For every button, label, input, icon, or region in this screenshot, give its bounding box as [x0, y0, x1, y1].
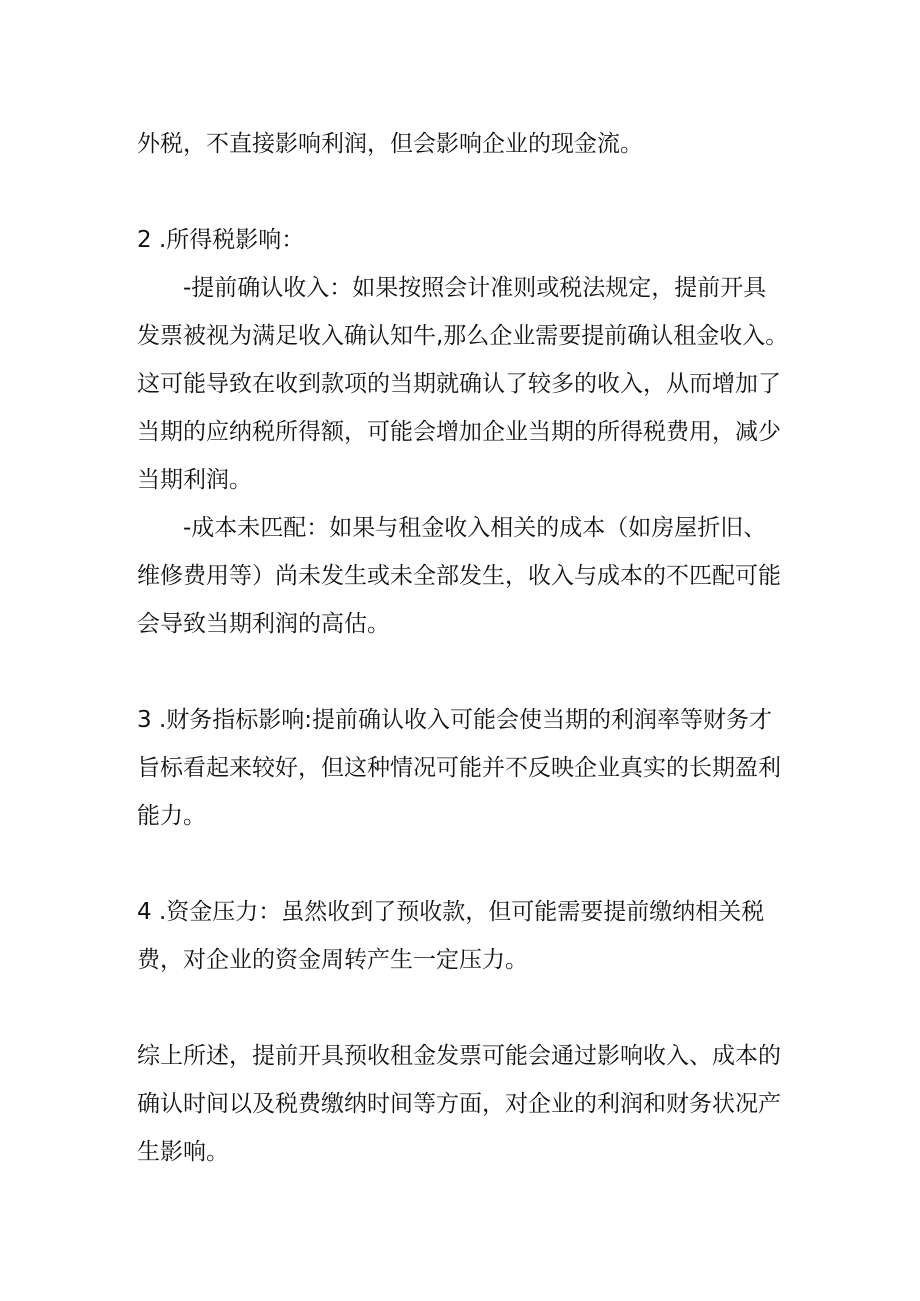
paragraph-line: 当期利润。 — [137, 467, 252, 493]
paragraph-line: 旨标看起来较好，但这种情况可能并不反映企业真实的长期盈利 — [137, 755, 781, 781]
paragraph-line: -成本未匹配：如果与租金收入相关的成本（如房屋折旧、 — [183, 515, 767, 541]
summary-line: 综上所述，提前开具预收租金发票可能会通过影响收入、成本的 — [137, 1043, 781, 1069]
paragraph-line: 发票被视为满足收入确认知牛,那么企业需要提前确认租金收入。 — [137, 323, 789, 349]
summary-line: 确认时间以及税费缴纳时间等方面，对企业的利润和财务状况产 — [137, 1091, 781, 1117]
paragraph-line: 能力。 — [137, 803, 206, 829]
section-heading-financial-metrics: 3 .财务指标影响:提前确认收入可能会使当期的利润率等财务才 — [137, 707, 773, 733]
paragraph-line: 费，对企业的资金周转产生一定压力。 — [137, 947, 528, 973]
paragraph-line: -提前确认收入：如果按照会计准则或税法规定，提前开具 — [183, 275, 767, 301]
paragraph-line: 当期的应纳税所得额，可能会增加企业当期的所得税费用，减少 — [137, 419, 781, 445]
paragraph-line: 维修费用等）尚未发生或未全部发生，收入与成本的不匹配可能 — [137, 563, 781, 589]
section-heading-funding-pressure: 4 .资金压力：虽然收到了预收款，但可能需要提前缴纳相关税 — [137, 899, 765, 925]
paragraph-line: 会导致当期利润的高估。 — [137, 611, 390, 637]
summary-line: 生影响。 — [137, 1139, 229, 1165]
section-heading-income-tax: 2 .所得税影响： — [137, 227, 305, 253]
paragraph-line: 这可能导致在收到款项的当期就确认了较多的收入，从而增加了 — [137, 371, 781, 397]
paragraph-line: 外税，不直接影响利润，但会影响企业的现金流。 — [137, 131, 643, 157]
